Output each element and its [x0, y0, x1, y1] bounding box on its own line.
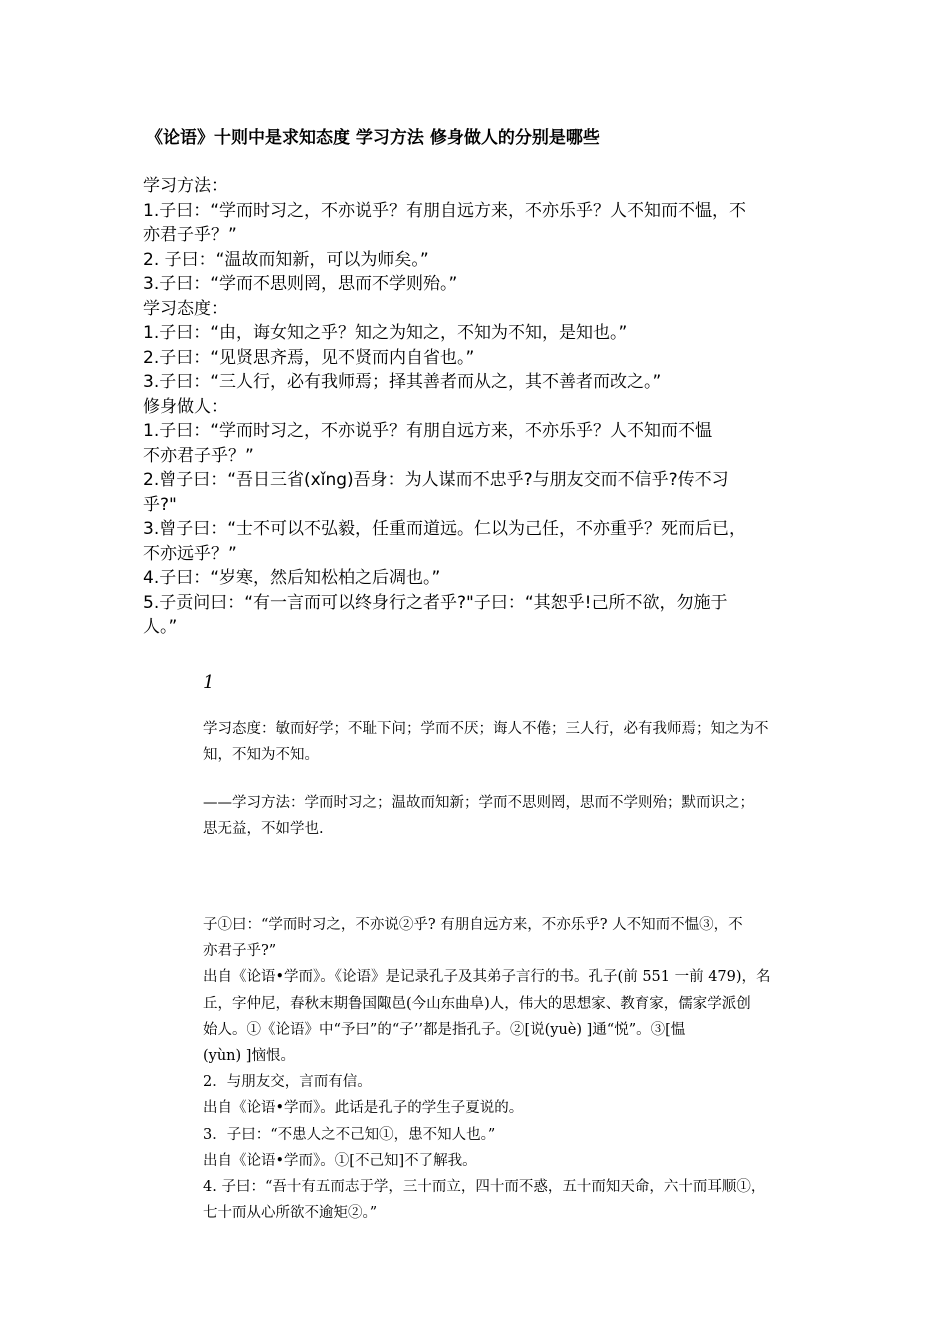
text-line: 丘，字仲尼，春秋末期鲁国陬邑(今山东曲阜)人，伟大的思想家、教育家，儒家学派创 [203, 995, 751, 1012]
text-line: 4. 子曰：“吾十有五而志于学，三十而立，四十而不惑，五十而知天命，六十而耳顺①， [203, 1178, 766, 1195]
text-line: 知，不知为不知。 [203, 747, 319, 763]
text-line: 3.曾子曰：“士不可以不弘毅，任重而道远。仁以为己任，不亦重乎？死而后已， [143, 519, 747, 539]
text-line: 2．与朋友交，言而有信。 [203, 1074, 372, 1091]
text-line: 亦君子乎?” [203, 943, 277, 960]
text-line: 亦君子乎？” [143, 225, 237, 245]
section-heading-learning-attitude: 学习态度： [143, 298, 228, 319]
answer-attitude-paragraph [203, 716, 823, 768]
text-line: 人。” [143, 617, 178, 637]
text-line: 七十而从心所欲不逾矩②。” [203, 1205, 378, 1222]
text-line: 2.曾子曰：“吾日三省(xǐng)吾身：为人谋而不忠乎?与朋友交而不信乎?传不习 [143, 470, 729, 490]
text-line: 子①曰：“学而时习之，不亦说②乎? 有朋自远方来，不亦乐乎? 人不知而不愠③，不 [203, 917, 743, 933]
text-line: 乎?" [143, 494, 177, 515]
answer-method-paragraph [203, 790, 823, 842]
text-line: 3．子曰：“不患人之不己知①，患不知人也。” [203, 1126, 496, 1143]
text-line: 始人。①《论语》中“予曰”的“子’’都是指孔子。②[说(yuè) ]通“悦”。③[愠 [203, 1021, 686, 1038]
text-line: 2. 子曰：“温故而知新，可以为师矣。” [143, 249, 429, 270]
answer-number: 1 [203, 672, 215, 693]
text-line: 2.子曰：“见贤思齐焉，见不贤而内自省也。” [143, 347, 475, 368]
text-line: 学习态度：敏而好学；不耻下问；学而不厌；诲人不倦；三人行，必有我师焉；知之为不 [203, 721, 769, 737]
text-line: 1.子曰：“学而时习之，不亦说乎？有朋自远方来，不亦乐乎？人不知而不愠，不 [143, 200, 747, 221]
section-heading-learning-method: 学习方法： [143, 176, 228, 196]
text-line: ——学习方法：学而时习之；温故而知新；学而不思则罔，思而不学则殆；默而识之； [203, 795, 754, 811]
text-line: 1.子曰：“由，诲女知之乎？知之为知之，不知为不知，是知也。” [143, 323, 628, 343]
text-line: 出自《论语•学而》。此话是孔子的学生子夏说的。 [203, 1100, 524, 1117]
text-line: 不亦远乎？” [143, 543, 237, 564]
text-line: (yùn) ]恼恨。 [203, 1047, 295, 1064]
text-line: 出自《论语•学而》。①[不己知]不了解我。 [203, 1152, 477, 1169]
text-line: 3.子曰：“三人行，必有我师焉；择其善者而从之，其不善者而改之。” [143, 372, 662, 392]
text-line: 1.子曰：“学而时习之，不亦说乎？有朋自远方来，不亦乐乎？人不知而不愠 [143, 421, 713, 441]
text-line: 4.子曰：“岁寒，然后知松柏之后凋也。” [143, 568, 441, 588]
annotated-quotes-section [203, 912, 823, 1226]
text-line: 3.子曰：“学而不思则罔，思而不学则殆。” [143, 274, 458, 294]
text-line: 5.子贡问曰：“有一言而可以终身行之者乎?"子曰：“其恕乎!己所不欲，勿施于 [143, 592, 728, 613]
quotes-section [143, 174, 823, 640]
section-heading-self-cultivation: 修身做人： [143, 396, 228, 417]
text-line: 不亦君子乎？” [143, 445, 254, 466]
text-line: 思无益，不如学也. [203, 821, 324, 837]
document-title: 《论语》十则中是求知态度 学习方法 修身做人的分别是哪些 [146, 128, 600, 148]
text-line: 出自《论语•学而》。《论语》是记录孔子及其弟子言行的书。孔子(前 551 一前 479)，名 [203, 969, 771, 986]
